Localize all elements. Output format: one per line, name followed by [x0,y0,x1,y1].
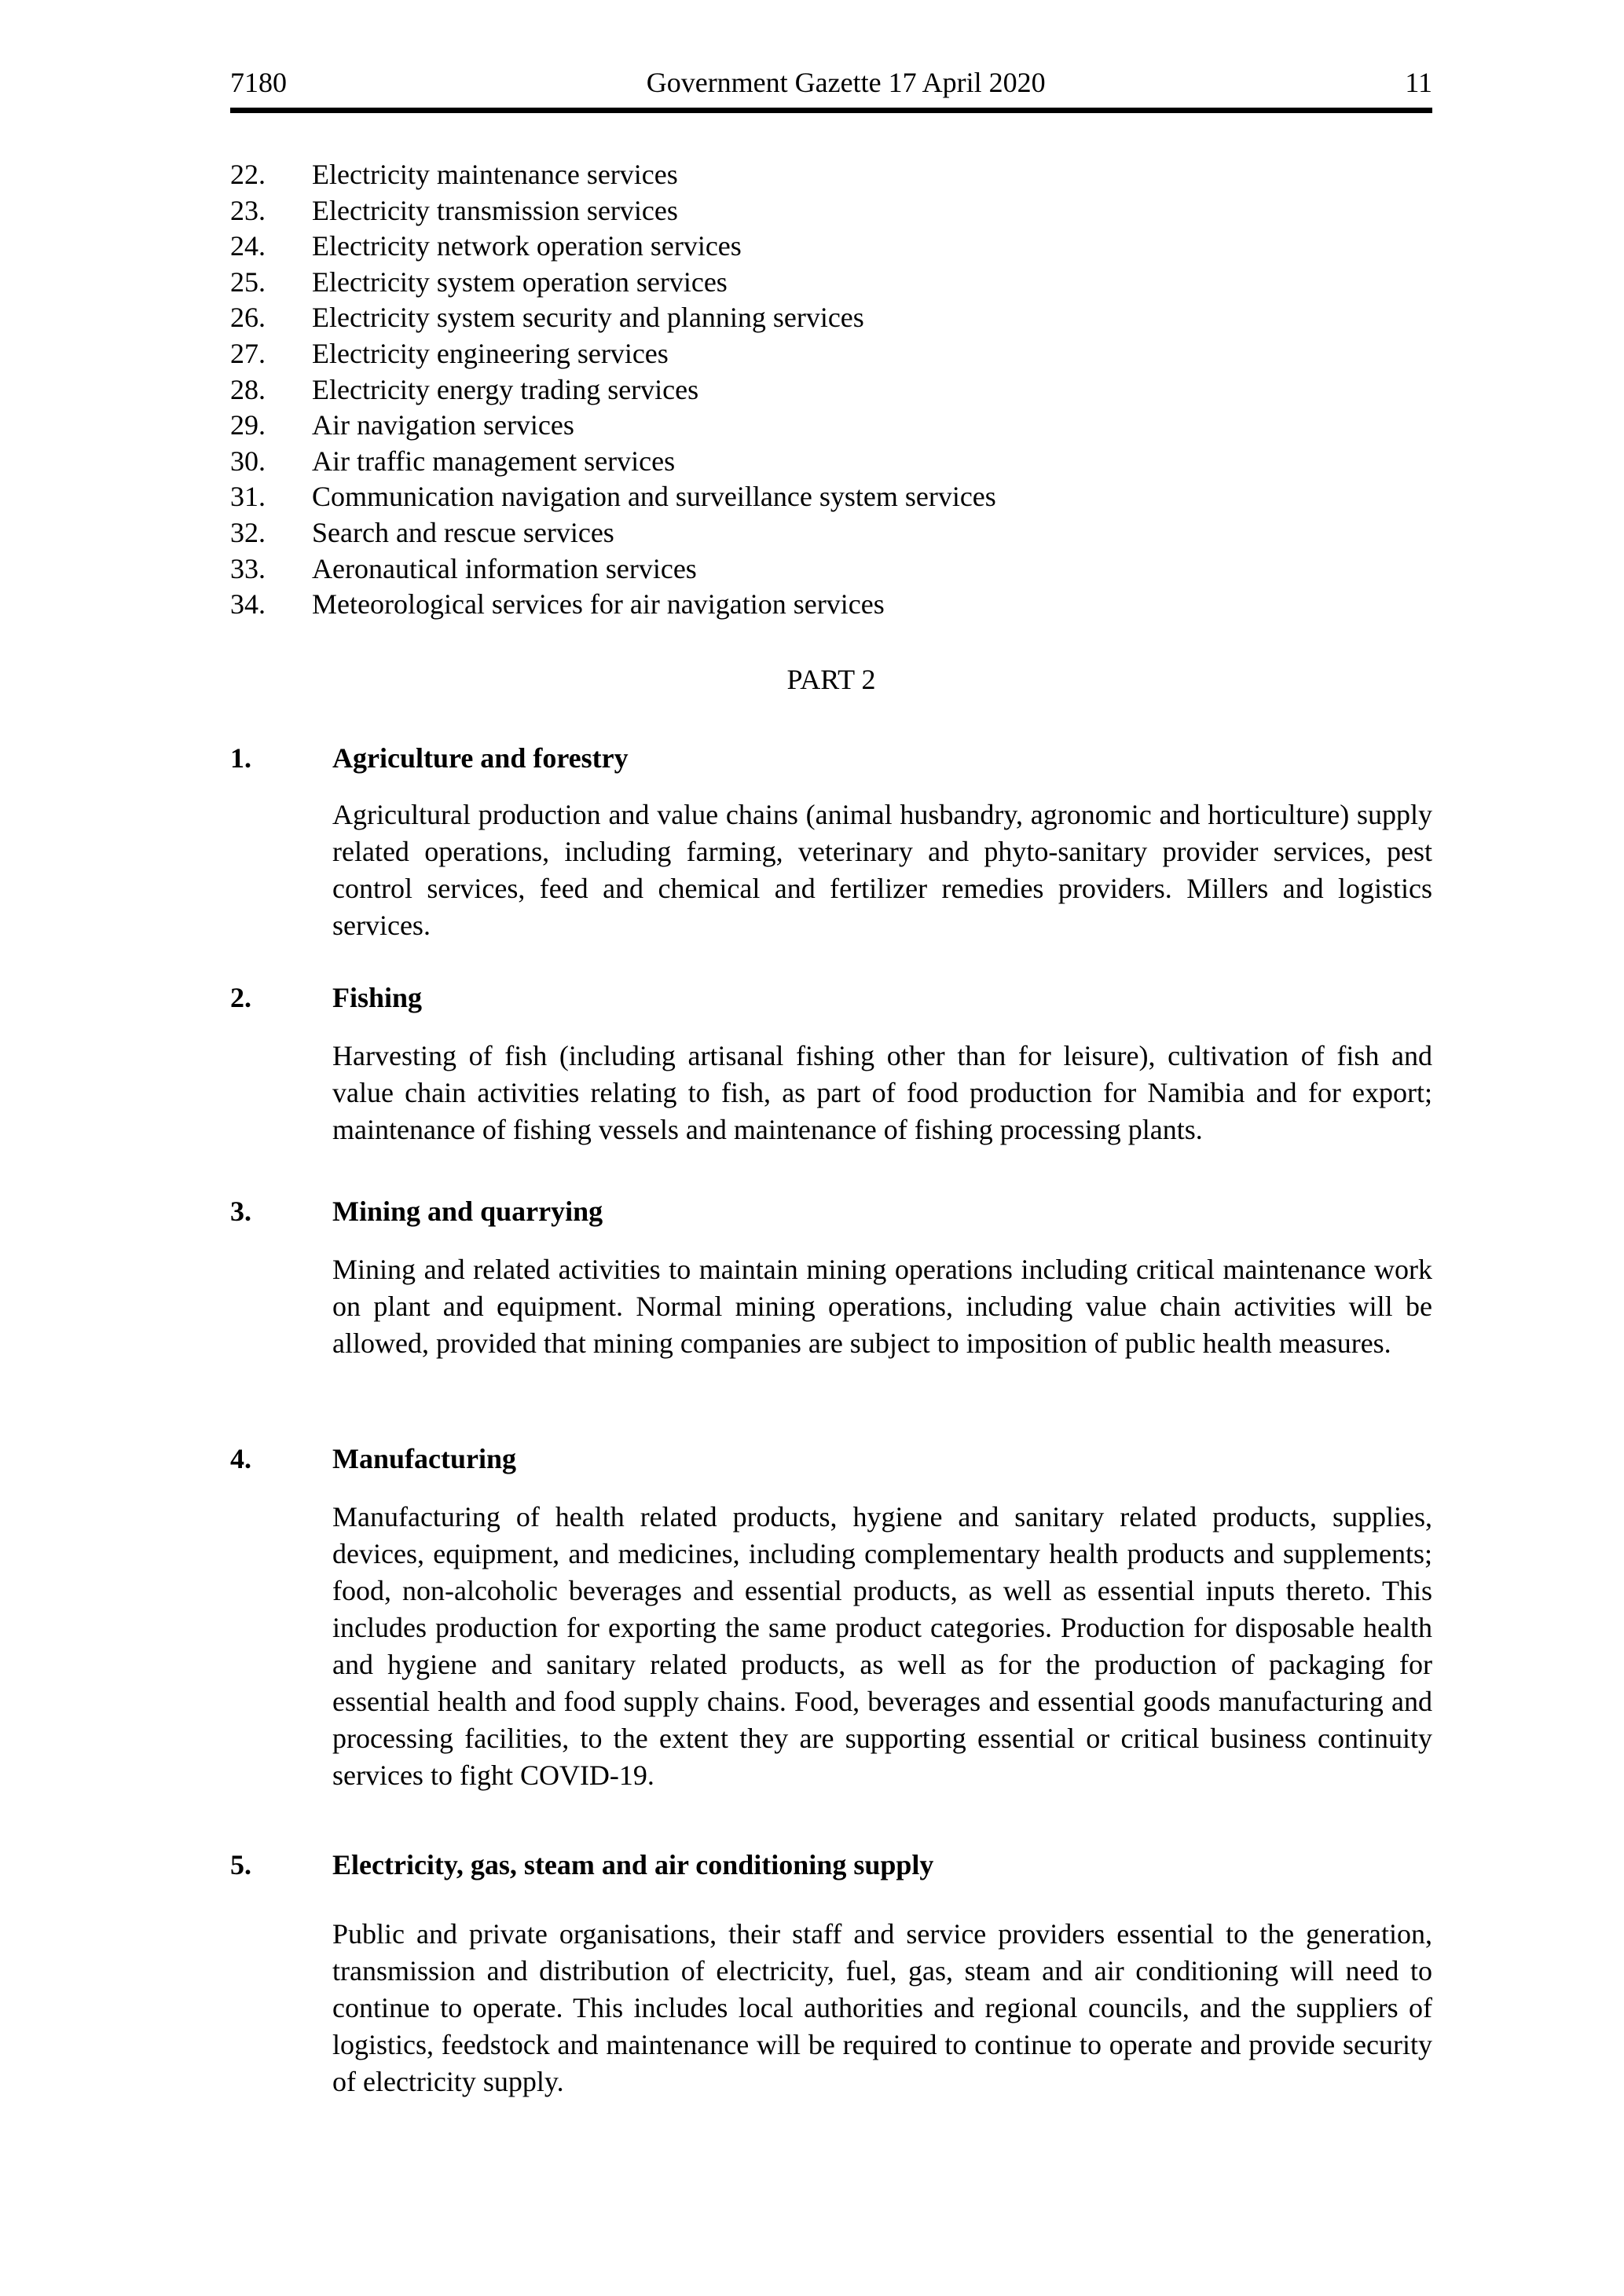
list-item-number: 30. [230,445,266,477]
section-title: Electricity, gas, steam and air conditioning supply [332,1849,934,1880]
list-item [230,335,1432,372]
list-item-text: Electricity network operation services [312,230,742,262]
list-item-number: 27. [230,338,266,369]
section-number: 5. [230,1849,251,1880]
section-number: 3. [230,1196,251,1227]
list-item-number: 22. [230,159,266,190]
list-item [230,299,1432,335]
list-item-text: Electricity engineering services [312,338,669,369]
list-item-number: 24. [230,230,266,262]
list-item-number: 32. [230,517,266,548]
list-item-number: 34. [230,588,266,620]
section-title: Fishing [332,982,423,1013]
section-heading-electricity-supply [230,1847,1432,1884]
section-title: Mining and quarrying [332,1196,603,1227]
gazette-doc-number: 7180 [230,67,287,98]
list-item-number: 29. [230,409,266,441]
section-title: Manufacturing [332,1443,516,1474]
page-header [230,66,1432,99]
list-item [230,192,1432,229]
list-item [230,372,1432,408]
header-rule [230,108,1432,113]
list-item [230,443,1432,479]
list-item [230,228,1432,264]
list-item-text: Air navigation services [312,409,574,441]
list-item [230,264,1432,300]
list-item-text: Aeronautical information services [312,553,697,584]
list-item-text: Meteorological services for air navigation services [312,588,885,620]
list-item [230,156,1432,192]
section-title: Agriculture and forestry [332,742,629,774]
section-body-agriculture: Agricultural production and value chains (animal husbandry, agronomic and horticulture) supply related operations, including farming, veterinary and phyto-sanitary provider services, pest control services, feed and chemical and fertilizer remedies providers. Millers and logistics services. [332,799,1432,941]
list-item-number: 26. [230,302,266,333]
list-item [230,478,1432,514]
list-item [230,407,1432,443]
section-heading-manufacturing [230,1441,1432,1478]
section-heading-mining [230,1193,1432,1230]
list-item-text: Search and rescue services [312,517,614,548]
gazette-title: Government Gazette 17 April 2020 [646,67,1046,98]
section-body-manufacturing: Manufacturing of health related products, hygiene and sanitary related products, supplies, devices, equipment, and medicines, including complementary health products and supplements; food, non-alcoholic beverages and essential products, as well as essential inputs thereto. This includes production for exporting the same product categories. Production for disposable health and hygiene and sanitary related products, as well as for the production of packaging for essential health and food supply chains. Food, beverages and essential goods manufacturing and processing facilities, to the extent they are supporting essential or critical business continuity services to fight COVID-19. [332,1501,1432,1791]
section-number: 1. [230,742,251,774]
list-item [230,551,1432,587]
section-body-electricity-supply: Public and private organisations, their staff and service providers essential to the generation, transmission and distribution of electricity, fuel, gas, steam and air conditioning will need to continue to operate. This includes local authorities and regional councils, and the suppliers of logistics, feedstock and maintenance will be required to continue to operate and provide security of electricity supply. [332,1918,1432,2097]
section-heading-fishing [230,980,1432,1016]
list-item-text: Electricity system operation services [312,266,728,298]
part-2-heading: PART 2 [786,664,876,695]
list-item-number: 33. [230,553,266,584]
list-item-text: Electricity transmission services [312,195,678,226]
section-number: 4. [230,1443,251,1474]
list-item-text: Electricity system security and planning services [312,302,864,333]
list-item-text: Communication navigation and surveillance system services [312,481,996,512]
page-number: 11 [1405,67,1432,98]
list-item [230,586,1432,622]
list-item-text: Air traffic management services [312,445,676,477]
list-item-number: 23. [230,195,266,226]
list-item-text: Electricity energy trading services [312,374,699,405]
section-body-mining: Mining and related activities to maintain mining operations including critical maintenance work on plant and equipment. Normal mining operations, including value chain activities will be allowed, provided that mining companies are subject to imposition of public health measures. [332,1254,1432,1359]
list-item-text: Electricity maintenance services [312,159,678,190]
list-item-number: 28. [230,374,266,405]
list-item-number: 25. [230,266,266,298]
section-body-fishing: Harvesting of fish (including artisanal fishing other than for leisure), cultivation of fish and value chain activities relating to fish, as part of food production for Namibia and for export; maintenance of fishing vessels and maintenance of fishing processing plants. [332,1040,1432,1145]
section-heading-agriculture [230,740,1432,777]
list-item-number: 31. [230,481,266,512]
section-number: 2. [230,982,251,1013]
list-item [230,514,1432,551]
